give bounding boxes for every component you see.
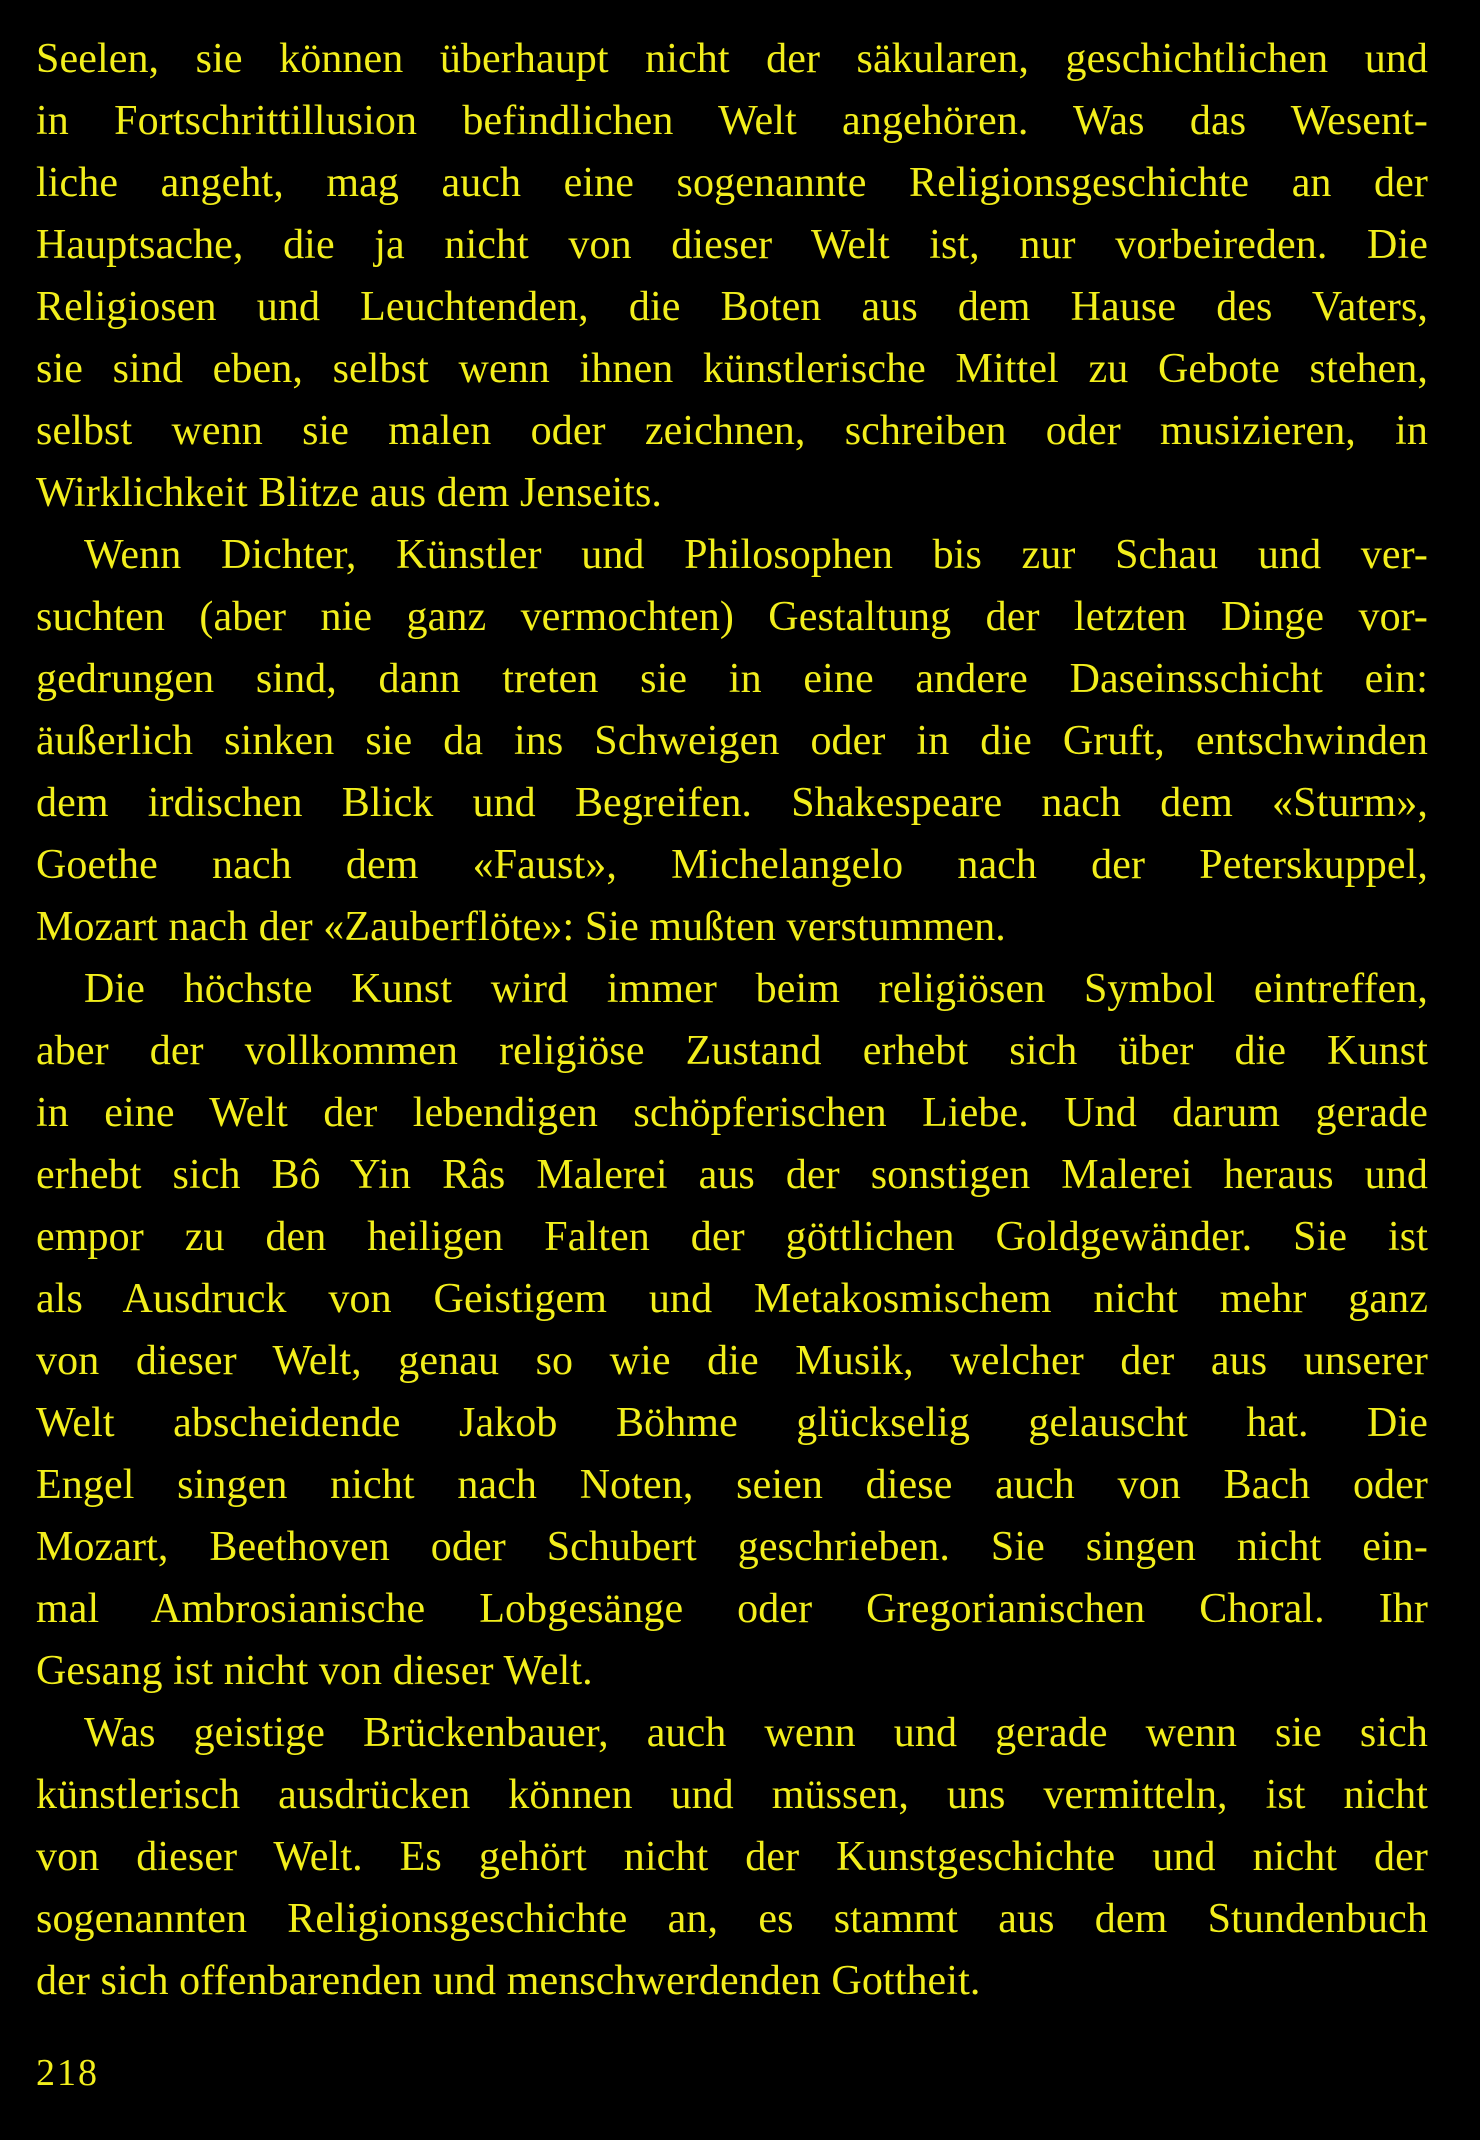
text-line: Hauptsache, die ja nicht von dieser Welt ist, nur vorbeireden. Die [36, 222, 1428, 268]
text-line: Mozart, Beethoven oder Schubert geschrieben. Sie singen nicht ein- [36, 1524, 1428, 1570]
text-line: liche angeht, mag auch eine sogenannte Religionsgeschichte an der [36, 160, 1428, 206]
text-line: Die höchste Kunst wird immer beim religiösen Symbol eintreffen, [84, 966, 1428, 1012]
text-line: sogenannten Religionsgeschichte an, es stammt aus dem Stundenbuch [36, 1896, 1428, 1942]
text-line: Gesang ist nicht von dieser Welt. [36, 1648, 593, 1694]
text-line: von dieser Welt, genau so wie die Musik, welcher der aus unserer [36, 1338, 1428, 1384]
text-line: von dieser Welt. Es gehört nicht der Kunstgeschichte und nicht der [36, 1834, 1428, 1880]
text-line: Goethe nach dem «Faust», Michelangelo nach der Peterskuppel, [36, 842, 1428, 888]
body-text [36, 28, 1428, 2012]
text-line: aber der vollkommen religiöse Zustand erhebt sich über die Kunst [36, 1028, 1428, 1074]
text-line: künstlerisch ausdrücken können und müssen, uns vermitteln, ist nicht [36, 1772, 1428, 1818]
text-line: mal Ambrosianische Lobgesänge oder Gregorianischen Choral. Ihr [36, 1586, 1428, 1632]
text-line: Wenn Dichter, Künstler und Philosophen bis zur Schau und ver- [84, 532, 1428, 578]
text-line: Engel singen nicht nach Noten, seien diese auch von Bach oder [36, 1462, 1428, 1508]
text-line: Wirklichkeit Blitze aus dem Jenseits. [36, 470, 663, 516]
text-line: der sich offenbarenden und menschwerdenden Gottheit. [36, 1958, 981, 2004]
text-line: in Fortschrittillusion befindlichen Welt angehören. Was das Wesent- [36, 98, 1428, 144]
text-line: als Ausdruck von Geistigem und Metakosmischem nicht mehr ganz [36, 1276, 1428, 1322]
text-line: suchten (aber nie ganz vermochten) Gestaltung der letzten Dinge vor- [36, 594, 1428, 640]
text-line: Welt abscheidende Jakob Böhme glückselig gelauscht hat. Die [36, 1400, 1428, 1446]
text-line: Religiosen und Leuchtenden, die Boten aus dem Hause des Vaters, [36, 284, 1428, 330]
text-line: erhebt sich Bô Yin Râs Malerei aus der sonstigen Malerei heraus und [36, 1152, 1428, 1198]
text-line: selbst wenn sie malen oder zeichnen, schreiben oder musizieren, in [36, 408, 1428, 454]
text-line: äußerlich sinken sie da ins Schweigen oder in die Gruft, entschwinden [36, 718, 1428, 764]
text-line: Seelen, sie können überhaupt nicht der säkularen, geschichtlichen und [36, 36, 1428, 82]
text-line: Was geistige Brückenbauer, auch wenn und gerade wenn sie sich [84, 1710, 1428, 1756]
text-line: sie sind eben, selbst wenn ihnen künstlerische Mittel zu Gebote stehen, [36, 346, 1428, 392]
text-line: Mozart nach der «Zauberflöte»: Sie mußten verstummen. [36, 904, 1006, 950]
page-number: 218 [36, 2052, 99, 2094]
text-line: in eine Welt der lebendigen schöpferischen Liebe. Und darum gerade [36, 1090, 1428, 1136]
text-line: dem irdischen Blick und Begreifen. Shakespeare nach dem «Sturm», [36, 780, 1428, 826]
text-line: gedrungen sind, dann treten sie in eine andere Daseinsschicht ein: [36, 656, 1428, 702]
text-line: empor zu den heiligen Falten der göttlichen Goldgewänder. Sie ist [36, 1214, 1428, 1260]
